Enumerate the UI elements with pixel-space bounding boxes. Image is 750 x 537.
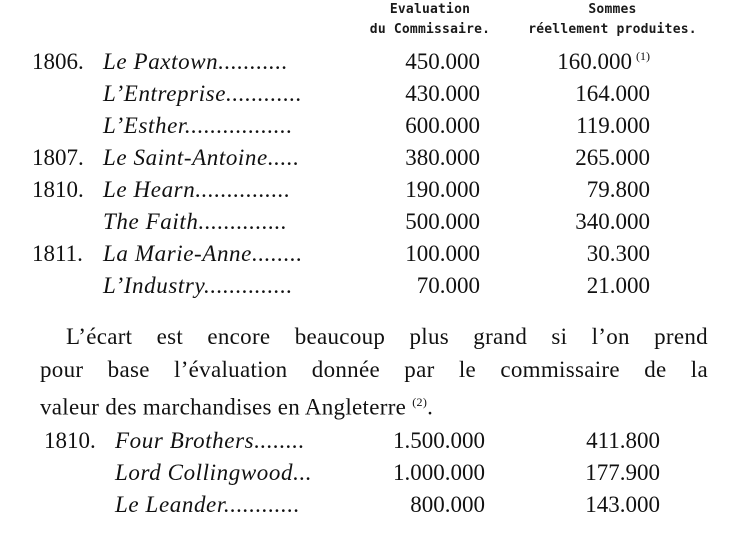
row-ship-name: Le Leander............ bbox=[115, 492, 301, 517]
row-produced: 119.000 bbox=[576, 113, 650, 138]
header-evaluation-line1: Evaluation bbox=[389, 2, 471, 17]
paragraph-line: valeur des marchandises en Angleterre $^{(2)}$. bbox=[40, 394, 434, 420]
row-evaluation: 450.000 bbox=[405, 49, 480, 74]
header-produced bbox=[515, 0, 710, 40]
row-year: 1810. bbox=[44, 428, 96, 453]
table-row bbox=[0, 241, 750, 273]
row-produced: 164.000 bbox=[575, 81, 650, 106]
row-ship-name: L’Entreprise............ bbox=[103, 81, 303, 106]
body-paragraph bbox=[40, 320, 708, 424]
paragraph-line: pour base l’évaluation donnée par le commissaire de la bbox=[40, 357, 708, 382]
row-ship-name: Le Saint-Antoine..... bbox=[103, 145, 300, 170]
row-evaluation: 600.000 bbox=[405, 113, 480, 138]
row-ship-name: Lord Collingwood... bbox=[115, 460, 313, 485]
row-ship-name: Four Brothers........ bbox=[115, 428, 306, 453]
row-evaluation: 380.000 bbox=[405, 145, 480, 170]
table-row bbox=[0, 273, 750, 305]
header-evaluation-line2: du Commissaire. bbox=[369, 22, 491, 37]
row-produced: 21.000 bbox=[586, 273, 650, 298]
row-evaluation: 190.000 bbox=[405, 177, 480, 202]
row-evaluation: 1.500.000 bbox=[393, 428, 485, 453]
row-year: 1810. bbox=[32, 177, 84, 202]
row-produced: 177.900 bbox=[585, 460, 660, 485]
row-ship-name: L’Esther................. bbox=[103, 113, 293, 138]
row-ship-name: La Marie-Anne........ bbox=[103, 241, 303, 266]
table-row bbox=[0, 177, 750, 209]
row-produced: 340.000 bbox=[575, 209, 650, 234]
row-produced: 411.800 bbox=[586, 428, 660, 453]
table-row bbox=[0, 428, 750, 460]
row-ship-name: Le Paxtown........... bbox=[103, 49, 289, 74]
header-produced-line2: réellement produites. bbox=[528, 22, 697, 37]
row-evaluation: 430.000 bbox=[405, 81, 480, 106]
table-row bbox=[0, 113, 750, 145]
row-year: 1807. bbox=[32, 145, 84, 170]
table-row bbox=[0, 460, 750, 492]
footnote-ref-1: (1) bbox=[636, 49, 650, 64]
table-row bbox=[0, 49, 750, 81]
row-produced: 160.000 $^{(1)}$ bbox=[557, 49, 650, 74]
row-evaluation: 70.000 bbox=[416, 273, 480, 298]
row-produced: 79.800 bbox=[586, 177, 650, 202]
row-produced: 30.300 bbox=[586, 241, 650, 266]
paragraph-line: L’écart est encore beaucoup plus grand si l’on prend bbox=[66, 324, 708, 349]
footnote-ref-2: (2) bbox=[412, 395, 428, 409]
row-evaluation: 1.000.000 bbox=[393, 460, 485, 485]
row-year: 1811. bbox=[32, 241, 83, 266]
table-row bbox=[0, 492, 750, 524]
table-row bbox=[0, 209, 750, 241]
row-evaluation: 500.000 bbox=[405, 209, 480, 234]
row-produced: 143.000 bbox=[585, 492, 660, 517]
header-evaluation bbox=[355, 0, 505, 40]
table-row bbox=[0, 145, 750, 177]
row-ship-name: L’Industry.............. bbox=[103, 273, 293, 298]
row-year: 1806. bbox=[32, 49, 84, 74]
row-ship-name: The Faith.............. bbox=[103, 209, 288, 234]
row-evaluation: 100.000 bbox=[405, 241, 480, 266]
header-produced-line1: Sommes bbox=[588, 2, 637, 17]
row-produced: 265.000 bbox=[575, 145, 650, 170]
table-row bbox=[0, 81, 750, 113]
row-evaluation: 800.000 bbox=[410, 492, 485, 517]
row-ship-name: Le Hearn............... bbox=[103, 177, 291, 202]
